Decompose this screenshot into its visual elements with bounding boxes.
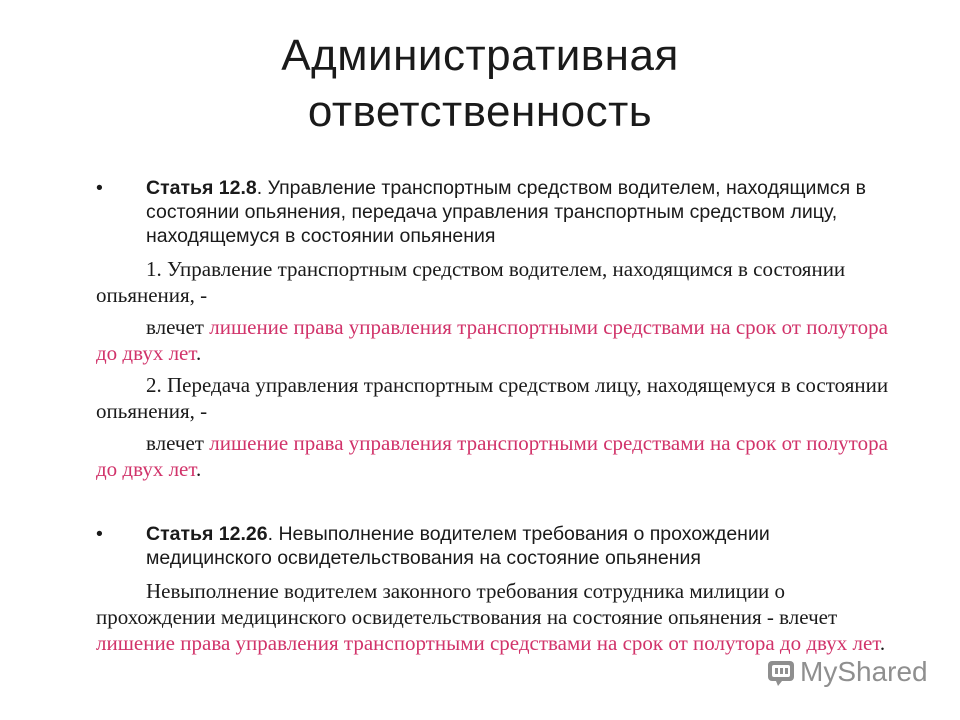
penalty-text: лишение права управления транспортными средствами на срок от полутора до двух лет: [96, 431, 888, 481]
article-heading-text: [96, 176, 896, 248]
bullet-icon: •: [96, 523, 103, 545]
article-12-26-text: [96, 578, 896, 656]
bullet-icon: •: [96, 177, 103, 199]
article-number: Статья 12.26: [146, 523, 268, 545]
watermark-text: MyShared: [800, 656, 928, 687]
article-12-8-heading: [96, 176, 896, 248]
slide-body: [96, 176, 896, 656]
penalty-end: .: [195, 457, 202, 481]
article-12-8-part-1: 1. Управление транспортным средством водителем, находящимся в состоянии опьянения, -: [96, 257, 846, 307]
article-heading-rest: . Невыполнение водителем требования о прохождении медицинского освидетельствования на состояние опьянения: [146, 523, 770, 569]
title-line-1: Административная: [281, 31, 679, 80]
title-line-2: ответственность: [307, 87, 653, 136]
penalty-prefix: влечет: [146, 431, 210, 455]
article-text: Невыполнение водителем законного требования сотрудника милиции о прохождении медицинского освидетельствования на состояние опьянения - влечет: [96, 579, 838, 629]
page-title: [0, 28, 960, 140]
article-heading-text: [96, 522, 896, 570]
myshared-watermark: [766, 656, 928, 688]
article-12-8-part-2: 2. Передача управления транспортным средством лицу, находящемуся в состоянии опьянения, -: [96, 373, 889, 423]
penalty-prefix: влечет: [146, 315, 210, 339]
article-12-26-heading: [96, 522, 896, 570]
penalty-end: .: [195, 341, 202, 365]
penalty-end: .: [879, 631, 886, 655]
article-12-8-part-2-penalty: [96, 430, 896, 482]
penalty-text: лишение права управления транспортными средствами на срок от полутора до двух лет: [96, 631, 880, 655]
penalty-text: лишение права управления транспортными средствами на срок от полутора до двух лет: [96, 315, 888, 365]
article-number: Статья 12.8: [146, 177, 257, 199]
article-heading-rest: . Управление транспортным средством водителем, находящимся в состоянии опьянения, передача управления транспортным средством лицу, находящемуся в состоянии опьянения: [146, 177, 866, 247]
article-12-8-part-1-penalty: [96, 314, 896, 366]
myshared-logo-icon: [766, 657, 796, 687]
